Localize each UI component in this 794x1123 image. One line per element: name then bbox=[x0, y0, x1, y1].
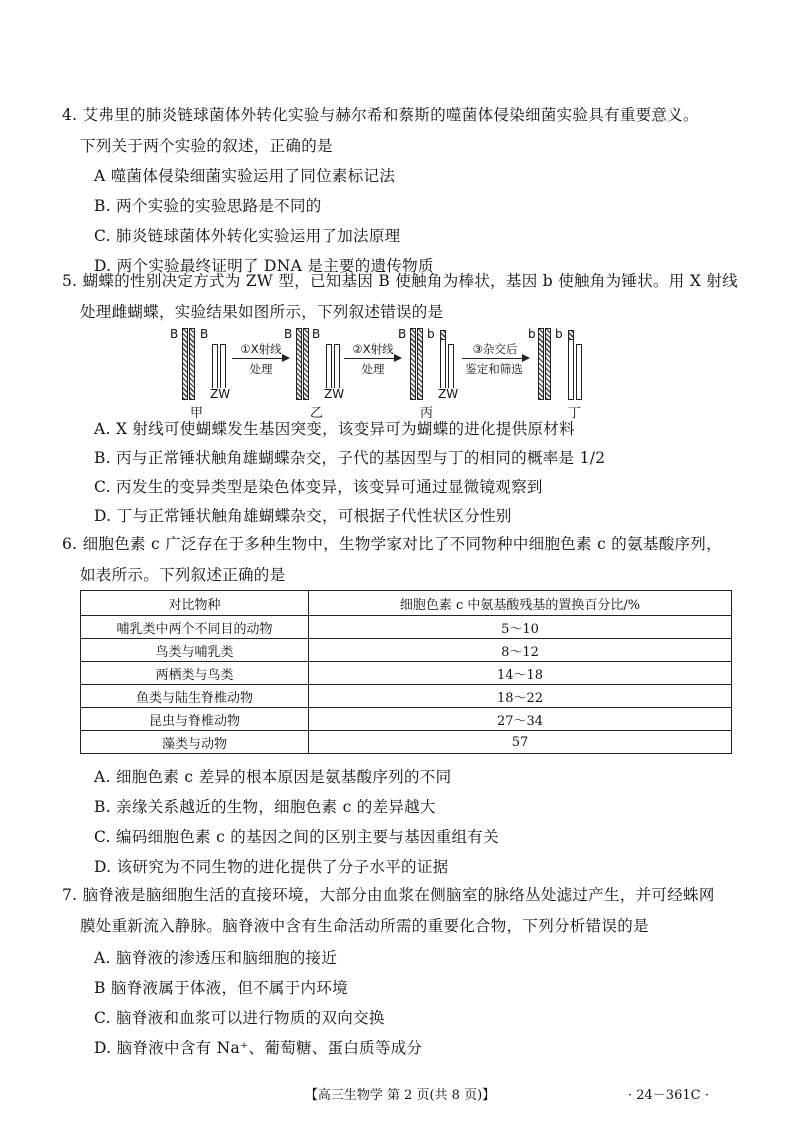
q5-option-c: C. 丙发生的变异类型是染色体变异，该变异可通过显微镜观察到 bbox=[94, 478, 543, 496]
arrow-1-line bbox=[232, 358, 284, 359]
table-cell-species: 两栖类与鸟类 bbox=[81, 662, 309, 685]
bing-chromosome-1 bbox=[410, 328, 416, 400]
q5-stem-line2: 处理雌蝴蝶，实验结果如图所示，下列叙述错误的是 bbox=[80, 303, 444, 321]
q7-stem-line1: 7. 脑脊液是脑细胞生活的直接环境，大部分由血浆在侧脑室的脉络丛处滤过产生，并可经蛛网 bbox=[62, 886, 715, 904]
table-cell-percent: 14～18 bbox=[309, 662, 732, 685]
bing-gene-b-upper: B bbox=[398, 327, 407, 341]
table-row bbox=[81, 685, 732, 708]
q6-option-a: A. 细胞色素 c 差异的根本原因是氨基酸序列的不同 bbox=[94, 768, 452, 786]
q7-option-b: B 脑脊液属于体液，但不属于内环境 bbox=[94, 979, 348, 997]
table-cell-percent: 27～34 bbox=[309, 708, 732, 731]
footer-exam-code: · 24－361C · bbox=[628, 1088, 709, 1103]
table-row bbox=[81, 662, 732, 685]
table-cell-percent: 5～10 bbox=[309, 616, 732, 639]
table-header-species: 对比物种 bbox=[81, 591, 309, 616]
q6-option-b: B. 亲缘关系越近的生物，细胞色素 c 的差异越大 bbox=[94, 798, 436, 816]
bing-chromosome-2 bbox=[417, 328, 423, 400]
jia-name: 甲 bbox=[190, 406, 204, 421]
table-header-row bbox=[81, 591, 732, 616]
chromosome-figure bbox=[150, 322, 630, 421]
q7-stem-line2: 膜处重新流入静脉。脑脊液中含有生命活动所需的重要化合物，下列分析错误的是 bbox=[80, 917, 649, 935]
question-5-stem bbox=[62, 266, 742, 328]
yi-chromosome-1 bbox=[296, 328, 302, 400]
jia-chromosome-2 bbox=[189, 328, 195, 400]
arrow-3-line bbox=[462, 358, 524, 359]
q4-stem-line2: 下列关于两个实验的叙述，正确的是 bbox=[80, 137, 333, 155]
arrow-3-head bbox=[522, 354, 530, 362]
table-row bbox=[81, 731, 732, 754]
q6-stem-line2: 如表所示。下列叙述正确的是 bbox=[80, 566, 286, 584]
table-cell-percent: 18～22 bbox=[309, 685, 732, 708]
arrow-2-line bbox=[344, 358, 396, 359]
table-cell-species: 昆虫与脊椎动物 bbox=[81, 708, 309, 731]
table-cell-species: 鸟类与哺乳类 bbox=[81, 639, 309, 662]
bing-gene-b-lower: b bbox=[427, 327, 435, 341]
table-header-percent: 细胞色素 c 中氨基酸残基的置换百分比/% bbox=[309, 591, 732, 616]
arrow-2-head bbox=[394, 354, 402, 362]
table-row bbox=[81, 616, 732, 639]
question-4-stem bbox=[62, 100, 742, 162]
yi-zw-label: ZW bbox=[324, 387, 345, 401]
yi-gene-b-left: B bbox=[284, 327, 293, 341]
ding-chromosome-1 bbox=[538, 328, 544, 400]
table-row bbox=[81, 708, 732, 731]
ding-name: 丁 bbox=[568, 406, 582, 421]
ding-w-chromosome bbox=[576, 344, 582, 400]
q4-option-d: D. 两个实验最终证明了 DNA 是主要的遗传物质 bbox=[94, 257, 434, 275]
jia-gene-b-right: B bbox=[200, 327, 209, 341]
bing-name: 丙 bbox=[420, 406, 434, 421]
q6-stem-line1: 6. 细胞色素 c 广泛存在于多种生物中，生物学家对比了不同物种中细胞色素 c 的氨基酸序列， bbox=[62, 535, 722, 553]
jia-gene-b-left: B bbox=[170, 327, 179, 341]
yi-chromosome-2 bbox=[303, 328, 309, 400]
table-row bbox=[81, 639, 732, 662]
question-7-stem bbox=[62, 880, 742, 942]
q5-option-b: B. 丙与正常锤状触角雄蝴蝶杂交，子代的基因型与丁的相同的概率是 1/2 bbox=[94, 449, 606, 467]
arrow-2-bottom-label: 处理 bbox=[361, 362, 385, 376]
ding-chromosome-2 bbox=[545, 328, 551, 400]
q4-option-b: B. 两个实验的实验思路是不同的 bbox=[94, 197, 322, 215]
q7-option-a: A. 脑脊液的渗透压和脑细胞的接近 bbox=[94, 949, 338, 967]
q7-option-d: D. 脑脊液中含有 Na⁺、葡萄糖、蛋白质等成分 bbox=[94, 1039, 423, 1057]
table-cell-species: 哺乳类中两个不同目的动物 bbox=[81, 616, 309, 639]
bing-zw-label: ZW bbox=[438, 387, 459, 401]
q4-stem-line1: 4. 艾弗里的肺炎链球菌体外转化实验与赫尔希和蔡斯的噬菌体侵染细菌实验具有重要意义。 bbox=[62, 106, 699, 124]
bing-translocated-segment bbox=[440, 330, 446, 340]
q5-option-a: A. X 射线可使蝴蝶发生基因突变，该变异可为蝴蝶的进化提供原材料 bbox=[94, 420, 575, 438]
table-cell-species: 藻类与动物 bbox=[81, 731, 309, 754]
arrow-3-bottom-label: 鉴定和筛选 bbox=[465, 362, 523, 376]
footer-page-info: 【高三生物学 第 2 页(共 8 页)】 bbox=[304, 1088, 496, 1103]
q6-option-d: D. 该研究为不同生物的进化提供了分子水平的证据 bbox=[94, 858, 449, 876]
q7-option-c: C. 脑脊液和血浆可以进行物质的双向交换 bbox=[94, 1009, 385, 1027]
jia-zw-label: ZW bbox=[210, 387, 231, 401]
cytochrome-c-table bbox=[80, 590, 732, 754]
q4-option-a: A 噬菌体侵染细菌实验运用了同位素标记法 bbox=[94, 167, 396, 185]
table-cell-species: 鱼类与陆生脊椎动物 bbox=[81, 685, 309, 708]
q5-option-d: D. 丁与正常锤状触角雄蝴蝶杂交，可根据子代性状区分性别 bbox=[94, 507, 512, 525]
table-cell-percent: 57 bbox=[309, 731, 732, 754]
question-6-stem bbox=[62, 529, 742, 591]
ding-translocated-segment bbox=[568, 330, 574, 340]
ding-gene-b-right: b bbox=[555, 327, 563, 341]
yi-gene-b-right: B bbox=[312, 327, 321, 341]
jia-chromosome-1 bbox=[182, 328, 188, 400]
arrow-1-top-label: ①X射线 bbox=[240, 342, 282, 356]
q4-option-c: C. 肺炎链球菌体外转化实验运用了加法原理 bbox=[94, 227, 401, 245]
yi-name: 乙 bbox=[310, 406, 324, 421]
ding-gene-b-left: b bbox=[528, 327, 536, 341]
arrow-1-bottom-label: 处理 bbox=[249, 362, 273, 376]
q5-stem-line1: 5. 蝴蝶的性别决定方式为 ZW 型，已知基因 B 使触角为棒状，基因 b 使触角为锤状。用 X 射线 bbox=[62, 272, 738, 290]
ding-z-chromosome bbox=[568, 330, 574, 400]
q6-option-c: C. 编码细胞色素 c 的基因之间的区别主要与基因重组有关 bbox=[94, 828, 499, 846]
arrow-1-head bbox=[282, 354, 290, 362]
arrow-3-top-label: ③杂交后 bbox=[472, 342, 518, 356]
arrow-2-top-label: ②X射线 bbox=[352, 342, 394, 356]
table-cell-percent: 8～12 bbox=[309, 639, 732, 662]
